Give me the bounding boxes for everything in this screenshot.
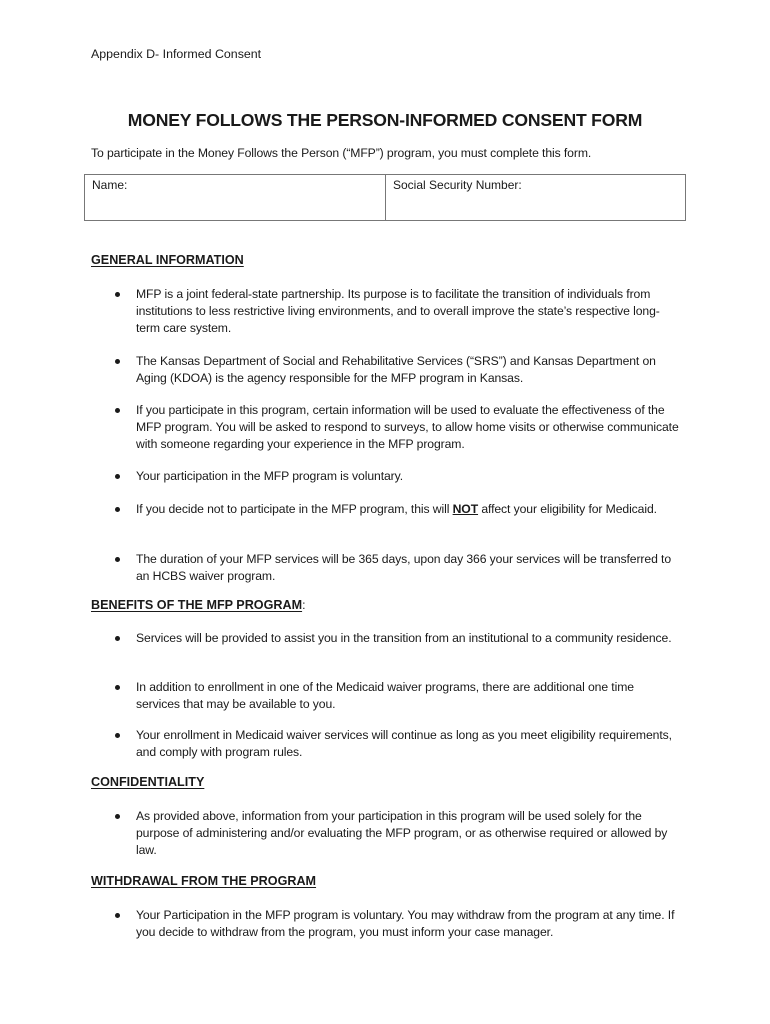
emphasis-not: NOT: [452, 502, 479, 516]
bullet-icon: [115, 913, 120, 918]
list-item: MFP is a joint federal-state partnership. Its purpose is to facilitate the transition of individuals from institutions to less restrictive living environments, and to overall improve the state’s respective long-term care system.: [115, 286, 680, 337]
bullet-icon: [115, 636, 120, 641]
list-item: Your Participation in the MFP program is voluntary. You may withdraw from the program at any time. If you decide to withdraw from the program, you must inform your case manager.: [115, 907, 680, 941]
list-item: Services will be provided to assist you in the transition from an institutional to a community residence.: [115, 630, 680, 647]
bullet-icon: [115, 814, 120, 819]
bullet-icon: [115, 557, 120, 562]
name-label: Name:: [92, 178, 128, 192]
name-field[interactable]: [85, 175, 386, 220]
list-item: The duration of your MFP services will be 365 days, upon day 366 your services will be transferred to an HCBS waiver program.: [115, 551, 680, 585]
list-item: Your enrollment in Medicaid waiver services will continue as long as you meet eligibility requirements, and comply with program rules.: [115, 727, 680, 761]
list-item: The Kansas Department of Social and Rehabilitative Services (“SRS”) and Kansas Department on Aging (KDOA) is the agency responsible for the MFP program in Kansas.: [115, 353, 680, 387]
list-item: As provided above, information from your participation in this program will be used solely for the purpose of administering and/or evaluating the MFP program, or as otherwise required or allowed by law.: [115, 808, 680, 859]
list-item: Your participation in the MFP program is voluntary.: [115, 468, 680, 485]
list-item: If you decide not to participate in the MFP program, this will NOT affect your eligibility for Medicaid.: [115, 501, 680, 518]
bullet-icon: [115, 359, 120, 364]
ssn-label: Social Security Number:: [393, 178, 522, 192]
identity-form-table: [84, 174, 686, 221]
bullet-icon: [115, 685, 120, 690]
bullet-icon: [115, 474, 120, 479]
intro-text: To participate in the Money Follows the Person (“MFP”) program, you must complete this form.: [91, 146, 592, 160]
section-heading-general-information: GENERAL INFORMATION: [91, 253, 244, 267]
list-item: If you participate in this program, certain information will be used to evaluate the effectiveness of the MFP program. You will be asked to respond to surveys, to allow home visits or otherwise communicate with someone regarding your experience in the MFP program.: [115, 402, 680, 453]
bullet-icon: [115, 733, 120, 738]
section-heading-benefits: BENEFITS OF THE MFP PROGRAM:: [91, 598, 306, 612]
bullet-icon: [115, 507, 120, 512]
ssn-field[interactable]: [386, 175, 685, 220]
bullet-icon: [115, 292, 120, 297]
section-heading-confidentiality: CONFIDENTIALITY: [91, 775, 205, 789]
appendix-label: Appendix D- Informed Consent: [91, 47, 262, 61]
bullet-icon: [115, 408, 120, 413]
section-heading-withdrawal: WITHDRAWAL FROM THE PROGRAM: [91, 874, 317, 888]
list-item: In addition to enrollment in one of the Medicaid waiver programs, there are additional one time services that may be available to you.: [115, 679, 680, 713]
page-title: MONEY FOLLOWS THE PERSON-INFORMED CONSENT FORM: [127, 110, 643, 130]
